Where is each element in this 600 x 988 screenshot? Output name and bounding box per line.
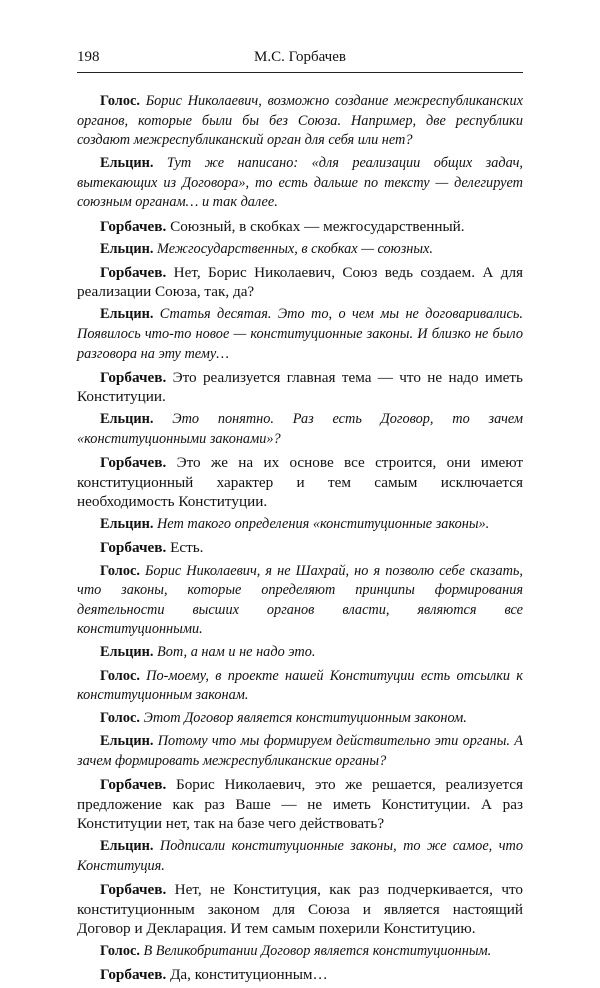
speaker-label: Горбачев. <box>100 454 167 472</box>
dialogue-paragraph <box>77 667 523 706</box>
speech-text: Нет, не Конституция, как раз подчеркивается, что конституционным законом для Союза и является настоящий Договор и Декларация. И тем самым похерили Конституцию. <box>77 880 523 938</box>
speech-text: Нет такого определения «конституционные законы». <box>156 516 490 533</box>
dialogue-paragraph <box>77 217 523 237</box>
speaker-label: Горбачев. <box>100 966 167 984</box>
dialogue-paragraph <box>77 368 523 407</box>
speech-text: Тут же написано: «для реализации общих задач, вытекающих из Договора», то есть дальше по тексту — делегирует союзным органам… и так далее. <box>77 155 523 211</box>
dialogue-paragraph <box>77 643 523 663</box>
speaker-label: Голос. <box>100 943 140 960</box>
dialogue-paragraph <box>77 305 523 364</box>
dialogue-paragraph <box>77 709 523 729</box>
speech-text: Это же на их основе все строится, они имеют конституционный характер и тем самым исключается необходимость Конституции. <box>77 454 524 511</box>
speech-text: В Великобритании Договор является конституционным. <box>143 943 492 960</box>
speech-text: Борис Николаевич, я не Шахрай, но я позволю себе сказать, что законы, которые определяют принципы формирования деятельности высших органов власти, являются все конституционными. <box>77 562 524 638</box>
dialogue-paragraph <box>77 562 523 640</box>
dialogue-paragraph <box>77 453 523 512</box>
speaker-label: Ельцин. <box>100 411 154 428</box>
page-number: 198 <box>77 49 100 65</box>
speaker-label: Горбачев. <box>100 776 167 793</box>
dialogue-paragraph <box>77 837 523 876</box>
dialogue-paragraph <box>77 240 523 260</box>
dialogue-paragraph <box>77 965 523 985</box>
speech-text: Борис Николаевич, возможно создание межреспубликанских органов, которые были бы без Союза. Например, две республики создают межреспубликанский орган для себя или нет? <box>77 93 523 149</box>
dialogue-paragraph <box>77 942 523 962</box>
running-title: М.С. Горбачев <box>254 49 346 65</box>
speaker-label: Горбачев. <box>100 368 167 386</box>
dialogue-paragraph <box>77 263 523 302</box>
speech-text: Потому что мы формируем действительно эти органы. А зачем формировать межреспубликанские органы? <box>77 733 523 769</box>
dialogue-transcript <box>77 92 523 988</box>
dialogue-paragraph <box>77 92 523 151</box>
speaker-label: Ельцин. <box>100 838 154 855</box>
speaker-label: Горбачев. <box>100 880 167 898</box>
page-header <box>77 46 523 73</box>
dialogue-paragraph <box>77 775 523 834</box>
speech-text: Нет, Борис Николаевич, Союз ведь создаем. А для реализации Союза, так, да? <box>77 263 524 301</box>
speech-text: Это реализуется главная тема — что не надо иметь Конституции. <box>77 368 523 406</box>
speech-text: Межгосударственных, в скобках — союзных. <box>156 240 433 257</box>
dialogue-paragraph <box>77 154 523 213</box>
speech-text: Борис Николаевич, это же решается, реализуется предложение как раз Ваше — не иметь Конституции. А раз Конституции нет, так на базе чего действовать? <box>77 776 524 833</box>
speaker-label: Горбачев. <box>100 263 167 281</box>
dialogue-paragraph <box>77 880 523 939</box>
speech-text: Статья десятая. Это то, о чем мы не договаривались. Появилось что-то новое — конституционные законы. И близко не было разговора на эту тему… <box>77 306 523 362</box>
dialogue-paragraph <box>77 515 523 535</box>
speech-text: Вот, а нам и не надо это. <box>156 644 316 661</box>
speech-text: Да, конституционным… <box>170 966 328 984</box>
speaker-label: Горбачев. <box>100 217 167 235</box>
speech-text: Это понятно. Раз есть Договор, то зачем «конституционными законами»? <box>77 411 523 447</box>
speaker-label: Голос. <box>100 93 140 109</box>
speech-text: Есть. <box>170 539 204 557</box>
dialogue-paragraph <box>77 410 523 449</box>
speaker-label: Ельцин. <box>100 516 154 533</box>
speaker-label: Голос. <box>100 667 140 684</box>
speaker-label: Горбачев. <box>100 539 167 557</box>
speaker-label: Ельцин. <box>100 240 154 257</box>
speaker-label: Ельцин. <box>100 155 154 172</box>
speech-text: Подписали конституционные законы, то же самое, что Конституция. <box>77 838 523 874</box>
speaker-label: Голос. <box>100 710 140 727</box>
dialogue-paragraph <box>77 538 523 558</box>
dialogue-paragraph <box>77 732 523 771</box>
speech-text: По-моему, в проекте нашей Конституции есть отсылки к конституционным законам. <box>77 667 523 704</box>
speech-text: Союзный, в скобках — межгосударственный. <box>170 217 465 235</box>
speaker-label: Голос. <box>100 562 140 579</box>
speaker-label: Ельцин. <box>100 306 154 323</box>
speaker-label: Ельцин. <box>100 733 154 750</box>
speech-text: Этот Договор является конституционным законом. <box>143 710 467 727</box>
speaker-label: Ельцин. <box>100 644 154 661</box>
